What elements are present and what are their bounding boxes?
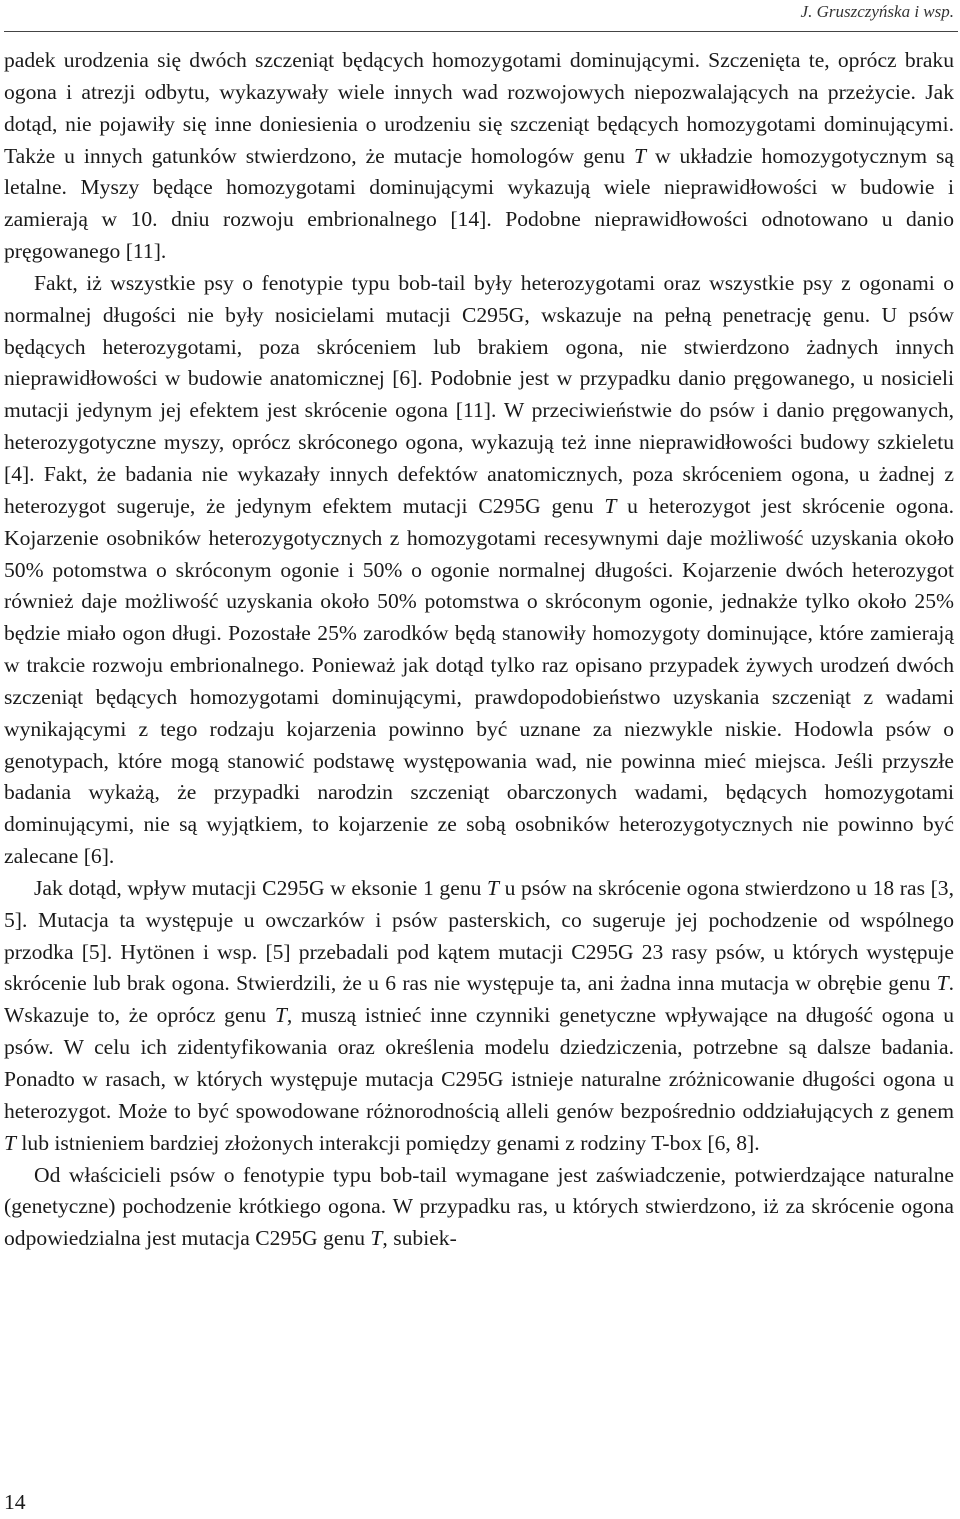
- page-number: 14: [4, 1490, 26, 1514]
- text-segment: lub istnieniem bardziej złożonych interakcji pomiędzy genami z rodziny T-box [6, 8].: [16, 1130, 760, 1155]
- paragraph: [4, 268, 954, 873]
- text-segment: u psów na skrócenie ogona stwierdzono u 18 ras [3, 5]. Mutacja ta występuje u owczarków i psów pasterskich, co sugeruje jej pochodzenie od wspólnego przodka [5]. Hytönen i wsp. [5] przebadali pod kątem mutacji C295G 23 rasy psów, u których występuje skrócenie lub brak ogona. Stwierdzili, że u 6 ras nie występuje ta, ani żadna inna mutacja w obrębie genu: [4, 875, 954, 996]
- body-text: [4, 45, 954, 1255]
- text-segment: w układzie homozygotycznym są letalne. Myszy będące homozygotami dominującymi wykazują wiele nieprawidłowości w budowie i zamierają w 10. dniu rozwoju embrionalnego [14]. Podobne nieprawidłowości odnotowano u danio pręgowanego [11].: [4, 143, 955, 264]
- text-segment: . Wskazuje to, że oprócz genu: [4, 971, 954, 1028]
- text-segment: Fakt, iż wszystkie psy o fenotypie typu bob-tail były heterozygotami oraz wszystkie psy z ogonami o normalnej długości nie były nosicielami mutacji C295G, wskazuje na pełną penetrację genu. U psów będących heterozygotami, poza skróceniem lub brakiem ogona, nie stwierdzono żadnych innych nieprawidłowości w budowie anatomicznej [6]. Podobnie jest w przypadku danio pręgowanego, u nosicieli mutacji jedynym jej efektem jest skrócenie ogona [11]. W przeciwieństwie do psów i danio pręgowanych, heterozygotyczne myszy, oprócz skróconego ogona, wykazują też inne nieprawidłowości budowy szkieletu [4]. Fakt, że badania nie wykazały innych defektów anatomicznych, poza skróceniem ogona, u żadnej z heterozygot sugeruje, że jedynym efektem mutacji C295G genu: [4, 270, 954, 518]
- paragraph: [4, 1160, 954, 1256]
- header-rule: [4, 31, 958, 32]
- text-segment: Jak dotąd, wpływ mutacji C295G w eksonie 1 genu: [34, 875, 487, 900]
- gene-symbol: T: [370, 1226, 383, 1251]
- text-segment: , muszą istnieć inne czynniki genetyczne wpływające na długość ogona u psów. W celu ich zidentyfikowania oraz określenia modelu dziedziczenia, potrzebne są dalsze badania. Ponadto w rasach, w których występuje mutacja C295G istnieje naturalne zróżnicowanie długości ogona u heterozygot. Może to być spowodowane różnorodnością alleli genów bezpośrednio oddziałujących z genem: [4, 1003, 954, 1123]
- gene-symbol: T: [634, 143, 647, 168]
- paragraph: [4, 45, 954, 268]
- text-segment: , subiek-: [382, 1226, 457, 1251]
- page-header: [0, 0, 960, 36]
- text-segment: padek urodzenia się dwóch szczeniąt będących homozygotami dominującymi. Szczenięta te, oprócz braku ogona i atrezji odbytu, wykazywały wiele innych wad rozwojowych niepozwalających na przeżycie. Jak dotąd, nie pojawiły się inne doniesienia o urodzeniu się szczeniąt będących homozygotami dominującymi. Także u innych gatunków stwierdzono, że mutacje homologów genu: [4, 48, 954, 168]
- text-segment: Od właścicieli psów o fenotypie typu bob-tail wymagane jest zaświadczenie, potwierdzające naturalne (genetyczne) pochodzenie krótkiego ogona. W przypadku ras, u których stwierdzono, iż za skrócenie ogona odpowiedzialna jest mutacja C295G genu: [4, 1162, 954, 1251]
- text-segment: u heterozygot jest skrócenie ogona. Kojarzenie osobników heterozygotycznych z homozygotami recesywnymi daje możliwość uzyskania około 50% potomstwa o skróconym ogonie i 50% o ogonie normalnej długości. Kojarzenie dwóch heterozygot również daje możliwość uzyskania około 50% potomstwa o skróconym ogonie, jednakże tylko około 25% będzie miało ogon długi. Pozostałe 25% zarodków będą stanowiły homozygoty dominujące, które zamierają w trakcie rozwoju embrionalnego. Ponieważ jak dotąd tylko raz opisano przypadek żywych urodzeń dwóch szczeniąt będących homozygotami dominującymi, prawdopodobieństwo uzyskania szczeniąt z wadami wynikającymi z tego rodzaju kojarzenia powinno być uznane za niezwykle niskie. Hodowla psów o genotypach, które mogą stanowić podstawę występowania wad, nie powinna mieć miejsca. Jeśli przyszłe badania wykażą, że przypadki narodzin szczeniąt obarczonych wadami, będących homozygotami dominującymi, nie są wyjątkiem, to kojarzenie ze sobą osobników heterozygotycznych nie powinno być zalecane [6].: [4, 493, 954, 869]
- gene-symbol: T: [936, 971, 949, 996]
- paragraph: [4, 873, 954, 1160]
- gene-symbol: T: [487, 875, 500, 900]
- gene-symbol: T: [604, 493, 617, 518]
- gene-symbol: T: [274, 1003, 287, 1028]
- running-head: J. Gruszczyńska i wsp.: [800, 2, 954, 21]
- gene-symbol: T: [4, 1130, 17, 1155]
